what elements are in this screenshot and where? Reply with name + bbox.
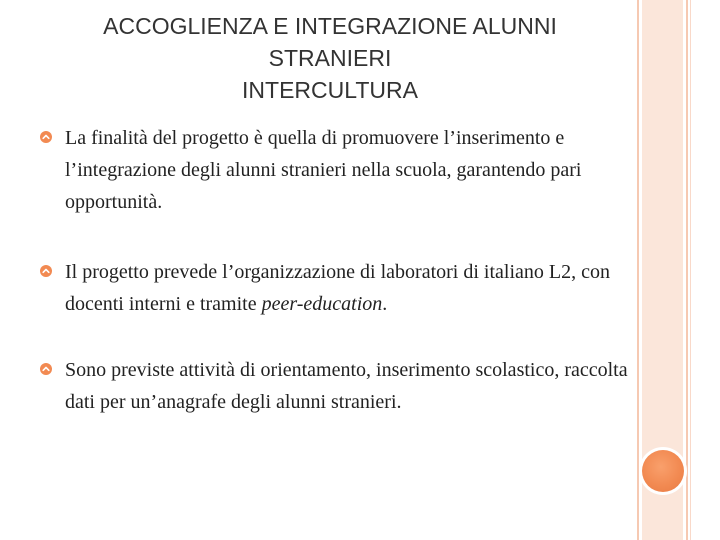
bullet-text	[65, 256, 630, 320]
circle-chevron-icon	[40, 265, 52, 277]
circle-chevron-icon	[40, 131, 52, 143]
bullet-text: La finalità del progetto è quella di promuovere l’inserimento e l’integrazione degli alunni stranieri nella scuola, garantendo pari opportunità.	[65, 127, 582, 213]
decorative-rail	[690, 0, 691, 540]
bullet-emphasis: peer-education	[261, 293, 383, 315]
decorative-rail	[637, 0, 639, 540]
title-line: INTERCULTURA	[242, 77, 418, 103]
slide-title	[40, 10, 620, 106]
title-line: ACCOGLIENZA E INTEGRAZIONE ALUNNI	[103, 13, 557, 39]
decorative-orb	[642, 450, 684, 492]
title-line: STRANIERI	[268, 45, 392, 71]
decorative-rail	[686, 0, 688, 540]
bullet-text: Sono previste attività di orientamento, inserimento scolastico, raccolta dati per un’anagrafe degli alunni stranieri.	[65, 359, 628, 413]
circle-chevron-icon	[40, 363, 52, 375]
bullet-text-part: Il progetto prevede l’organizzazione di laboratori di italiano L2, con docenti interni e tramite	[65, 261, 610, 315]
bullet-text-part: .	[382, 293, 388, 315]
